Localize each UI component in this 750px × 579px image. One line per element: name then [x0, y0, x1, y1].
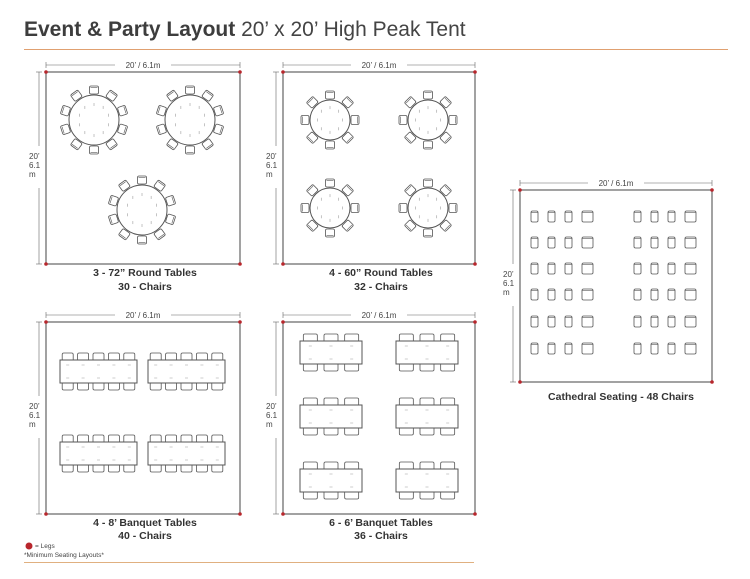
cathedral-chair	[634, 316, 641, 327]
legend-note: *Minimum Seating Layouts*	[24, 552, 104, 559]
height-dimension-label: m	[503, 288, 510, 297]
chair	[424, 229, 433, 237]
tent-leg-marker	[44, 70, 48, 74]
tent-leg-marker	[281, 512, 285, 516]
cathedral-chair	[582, 343, 593, 354]
cathedral-chair	[668, 289, 675, 300]
round-table	[399, 91, 457, 149]
cathedral-chair	[651, 237, 658, 248]
chair	[449, 204, 457, 213]
cathedral-chair	[582, 211, 593, 222]
table-top	[148, 360, 225, 383]
cathedral-chair	[651, 289, 658, 300]
chair	[399, 116, 407, 125]
chair	[399, 204, 407, 213]
cathedral-chair	[634, 343, 641, 354]
table-top	[396, 405, 458, 428]
height-dimension-label: 6.1	[503, 279, 515, 288]
cathedral-chair	[634, 289, 641, 300]
height-dimension-label: m	[29, 170, 36, 179]
round-table	[301, 179, 359, 237]
cathedral-chair	[668, 237, 675, 248]
cathedral-chair	[531, 343, 538, 354]
height-dimension-label: 20’	[29, 402, 40, 411]
cathedral-chair	[582, 263, 593, 274]
chair	[186, 146, 195, 154]
cathedral-chair	[531, 263, 538, 274]
cathedral-chair	[565, 237, 572, 248]
height-dimension-label: 20’	[266, 402, 277, 411]
banquet-table	[60, 435, 137, 472]
banquet-table	[300, 398, 362, 435]
footer-rule	[24, 562, 474, 563]
round-table	[108, 176, 175, 244]
tent-leg-marker	[473, 70, 477, 74]
chair	[301, 204, 309, 213]
chair	[351, 204, 359, 213]
chair	[424, 141, 433, 149]
chair	[424, 179, 433, 187]
chair	[326, 179, 335, 187]
table-top	[300, 405, 362, 428]
caption-round60-tables: 4 - 60” Round Tables	[329, 267, 433, 279]
caption-round60-chairs: 32 - Chairs	[354, 281, 408, 293]
cathedral-chair	[548, 316, 555, 327]
banquet-table	[396, 398, 458, 435]
tent-round72	[29, 61, 242, 266]
cathedral-chair	[685, 211, 696, 222]
chair	[186, 86, 195, 94]
table-top	[396, 469, 458, 492]
tent-leg-marker	[281, 320, 285, 324]
tent-leg-marker	[281, 262, 285, 266]
height-dimension-label: 20’	[503, 270, 514, 279]
cathedral-chair	[582, 289, 593, 300]
cathedral-chair	[531, 316, 538, 327]
legs-dot-icon	[26, 543, 33, 550]
cathedral-chair	[634, 237, 641, 248]
caption-banquet6-chairs: 36 - Chairs	[354, 530, 408, 542]
caption-banquet8-chairs: 40 - Chairs	[118, 530, 172, 542]
table-top	[60, 442, 137, 465]
tent-leg-marker	[238, 262, 242, 266]
page-title: Event & Party Layout 20’ x 20’ High Peak Tent	[24, 18, 466, 41]
chair	[351, 116, 359, 125]
tent-leg-marker	[44, 320, 48, 324]
cathedral-chair	[531, 211, 538, 222]
height-dimension-label: m	[29, 420, 36, 429]
chair	[90, 146, 99, 154]
table-top	[300, 469, 362, 492]
table-top	[69, 95, 119, 145]
legend-legs-label: = Legs	[35, 543, 55, 550]
tent-leg-marker	[518, 188, 522, 192]
height-dimension-label: 6.1	[29, 411, 41, 420]
cathedral-chair	[685, 237, 696, 248]
width-dimension-label: 20’ / 6.1m	[361, 61, 397, 70]
caption-round72-tables: 3 - 72” Round Tables	[93, 267, 197, 279]
tent-leg-marker	[473, 262, 477, 266]
chair	[449, 116, 457, 125]
width-dimension-label: 20’ / 6.1m	[598, 179, 634, 188]
cathedral-chair	[582, 237, 593, 248]
chair	[301, 116, 309, 125]
table-top	[148, 442, 225, 465]
cathedral-chair	[685, 343, 696, 354]
tent-leg-marker	[518, 380, 522, 384]
cathedral-chair	[565, 289, 572, 300]
banquet-table	[148, 353, 225, 390]
round-table	[156, 86, 223, 154]
table-top	[396, 341, 458, 364]
cathedral-chair	[685, 289, 696, 300]
round-table	[60, 86, 127, 154]
cathedral-chair	[548, 211, 555, 222]
cathedral-chair	[548, 343, 555, 354]
tent-leg-marker	[473, 512, 477, 516]
round-table	[301, 91, 359, 149]
cathedral-chair	[685, 263, 696, 274]
cathedral-chair	[651, 263, 658, 274]
chair	[326, 141, 335, 149]
caption-round72-chairs: 30 - Chairs	[118, 281, 172, 293]
cathedral-chair	[582, 316, 593, 327]
caption-banquet8-tables: 4 - 8’ Banquet Tables	[93, 517, 197, 529]
cathedral-chair	[565, 211, 572, 222]
chair	[90, 86, 99, 94]
cathedral-chair	[651, 343, 658, 354]
height-dimension-label: 20’	[266, 152, 277, 161]
banquet-table	[148, 435, 225, 472]
cathedral-chair	[565, 343, 572, 354]
height-dimension-label: 20’	[29, 152, 40, 161]
tent-leg-marker	[238, 70, 242, 74]
banquet-table	[300, 462, 362, 499]
cathedral-chair	[565, 263, 572, 274]
table-top	[117, 185, 167, 235]
cathedral-chair	[668, 343, 675, 354]
cathedral-chair	[548, 237, 555, 248]
cathedral-chair	[668, 211, 675, 222]
height-dimension-label: m	[266, 170, 273, 179]
table-top	[408, 100, 448, 140]
height-dimension-label: 6.1	[266, 161, 278, 170]
tent-outline	[46, 322, 240, 514]
width-dimension-label: 20’ / 6.1m	[125, 61, 161, 70]
chair	[424, 91, 433, 99]
table-top	[408, 188, 448, 228]
round-table	[399, 179, 457, 237]
cathedral-chair	[548, 289, 555, 300]
banquet-table	[396, 462, 458, 499]
table-top	[165, 95, 215, 145]
table-top	[60, 360, 137, 383]
chair	[138, 176, 147, 184]
width-dimension-label: 20’ / 6.1m	[361, 311, 397, 320]
table-top	[300, 341, 362, 364]
tent-leg-marker	[281, 70, 285, 74]
height-dimension-label: 6.1	[266, 411, 278, 420]
height-dimension-label: 6.1	[29, 161, 41, 170]
cathedral-chair	[668, 263, 675, 274]
caption-banquet6-tables: 6 - 6’ Banquet Tables	[329, 517, 433, 529]
tent-round60	[266, 61, 477, 266]
cathedral-chair	[685, 316, 696, 327]
height-dimension-label: m	[266, 420, 273, 429]
tent-leg-marker	[710, 380, 714, 384]
tent-leg-marker	[238, 320, 242, 324]
tent-banquet8	[29, 311, 242, 516]
tent-leg-marker	[238, 512, 242, 516]
chair	[326, 91, 335, 99]
banquet-table	[396, 334, 458, 371]
caption-cathedral: Cathedral Seating - 48 Chairs	[548, 391, 694, 403]
cathedral-chair	[651, 316, 658, 327]
chair	[326, 229, 335, 237]
cathedral-chair	[565, 316, 572, 327]
tent-leg-marker	[44, 512, 48, 516]
cathedral-chair	[634, 211, 641, 222]
tent-leg-marker	[44, 262, 48, 266]
width-dimension-label: 20’ / 6.1m	[125, 311, 161, 320]
cathedral-chair	[531, 289, 538, 300]
tent-leg-marker	[473, 320, 477, 324]
banquet-table	[300, 334, 362, 371]
cathedral-chair	[548, 263, 555, 274]
chair	[138, 236, 147, 244]
table-top	[310, 100, 350, 140]
cathedral-chair	[668, 316, 675, 327]
cathedral-chair	[531, 237, 538, 248]
tent-leg-marker	[710, 188, 714, 192]
banquet-table	[60, 353, 137, 390]
cathedral-chair	[634, 263, 641, 274]
cathedral-chair	[651, 211, 658, 222]
table-top	[310, 188, 350, 228]
